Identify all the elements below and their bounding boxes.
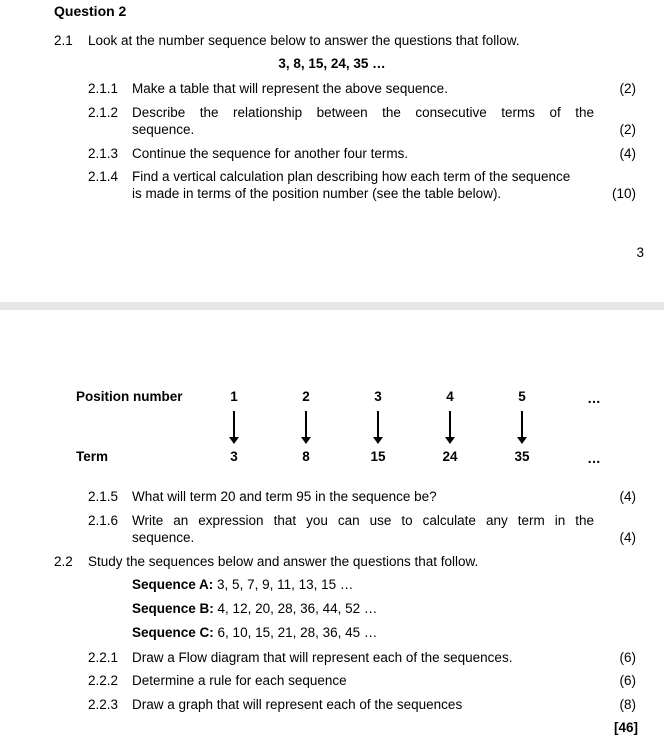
item-text: What will term 20 and term 95 in the sequence be? xyxy=(132,489,437,504)
term-label: Term xyxy=(76,449,109,464)
item-mark: (4) xyxy=(619,530,636,545)
item-text: Determine a rule for each sequence xyxy=(132,673,347,688)
item-mark: (2) xyxy=(619,81,636,96)
question-number: 2.2 xyxy=(54,554,73,569)
position-value: 2 xyxy=(302,389,310,404)
total-marks: [46] xyxy=(613,720,638,735)
question-intro: Study the sequences below and answer the questions that follow. xyxy=(88,554,479,569)
page-number: 3 xyxy=(636,245,644,260)
down-arrow-icon xyxy=(521,411,523,439)
item-mark: (4) xyxy=(619,489,636,504)
term-value: 35 xyxy=(514,449,530,464)
sequence-label: Sequence B: xyxy=(132,601,214,616)
sequence-label: Sequence A: xyxy=(132,577,214,592)
item-number: 2.1.3 xyxy=(88,146,119,161)
term-value: 8 xyxy=(302,449,310,464)
item-mark: (4) xyxy=(619,146,636,161)
item-text: Draw a Flow diagram that will represent each of the sequences. xyxy=(132,650,513,665)
sequence-label: Sequence C: xyxy=(132,625,214,640)
item-text-line1: Describe the relationship between the consecutive terms of the xyxy=(132,105,594,120)
sequence-values: 6, 10, 15, 21, 28, 36, 45 … xyxy=(217,625,378,640)
sequence-values: 4, 12, 20, 28, 36, 44, 52 … xyxy=(217,601,378,616)
item-mark: (2) xyxy=(619,122,636,137)
page-separator xyxy=(0,302,664,310)
item-text-line1: Write an expression that you can use to calculate any term in the xyxy=(132,513,594,528)
item-number: 2.1.1 xyxy=(88,81,119,96)
question-number: 2.1 xyxy=(54,33,73,48)
position-value: 5 xyxy=(518,389,526,404)
item-mark: (10) xyxy=(611,186,636,201)
item-mark: (6) xyxy=(619,673,636,688)
down-arrow-icon xyxy=(377,411,379,439)
term-ellipsis: … xyxy=(587,451,601,466)
item-number: 2.2.2 xyxy=(88,673,119,688)
item-number: 2.2.3 xyxy=(88,697,119,712)
item-mark: (8) xyxy=(619,697,636,712)
position-ellipsis: … xyxy=(587,391,601,406)
item-text-line2: sequence. xyxy=(132,530,195,545)
item-number: 2.1.4 xyxy=(88,169,119,184)
question-intro: Look at the number sequence below to answer the questions that follow. xyxy=(88,33,520,48)
position-value: 4 xyxy=(446,389,454,404)
term-value: 24 xyxy=(442,449,458,464)
item-text-line2: is made in terms of the position number (see the table below). xyxy=(132,186,502,201)
item-text-line2: sequence. xyxy=(132,122,195,137)
term-value: 3 xyxy=(230,449,238,464)
sequence-a xyxy=(132,577,353,592)
item-text: Make a table that will represent the above sequence. xyxy=(132,81,448,96)
sequence-values: 3, 5, 7, 9, 11, 13, 15 … xyxy=(217,577,354,592)
term-value: 15 xyxy=(370,449,386,464)
down-arrow-icon xyxy=(233,411,235,439)
down-arrow-icon xyxy=(449,411,451,439)
item-text: Continue the sequence for another four terms. xyxy=(132,146,409,161)
number-sequence: 3, 8, 15, 24, 35 … xyxy=(278,56,386,71)
item-mark: (6) xyxy=(619,650,636,665)
down-arrow-icon xyxy=(305,411,307,439)
item-text: Draw a graph that will represent each of the sequences xyxy=(132,697,463,712)
sequence-c xyxy=(132,625,377,640)
item-number: 2.1.6 xyxy=(88,513,119,528)
item-number: 2.2.1 xyxy=(88,650,119,665)
question-title: Question 2 xyxy=(54,3,127,19)
position-number-label: Position number xyxy=(76,389,183,404)
item-number: 2.1.2 xyxy=(88,105,119,120)
item-number: 2.1.5 xyxy=(88,489,119,504)
position-value: 1 xyxy=(230,389,238,404)
sequence-b xyxy=(132,601,377,616)
position-value: 3 xyxy=(374,389,382,404)
item-text-line1: Find a vertical calculation plan describing how each term of the sequence xyxy=(132,169,571,184)
